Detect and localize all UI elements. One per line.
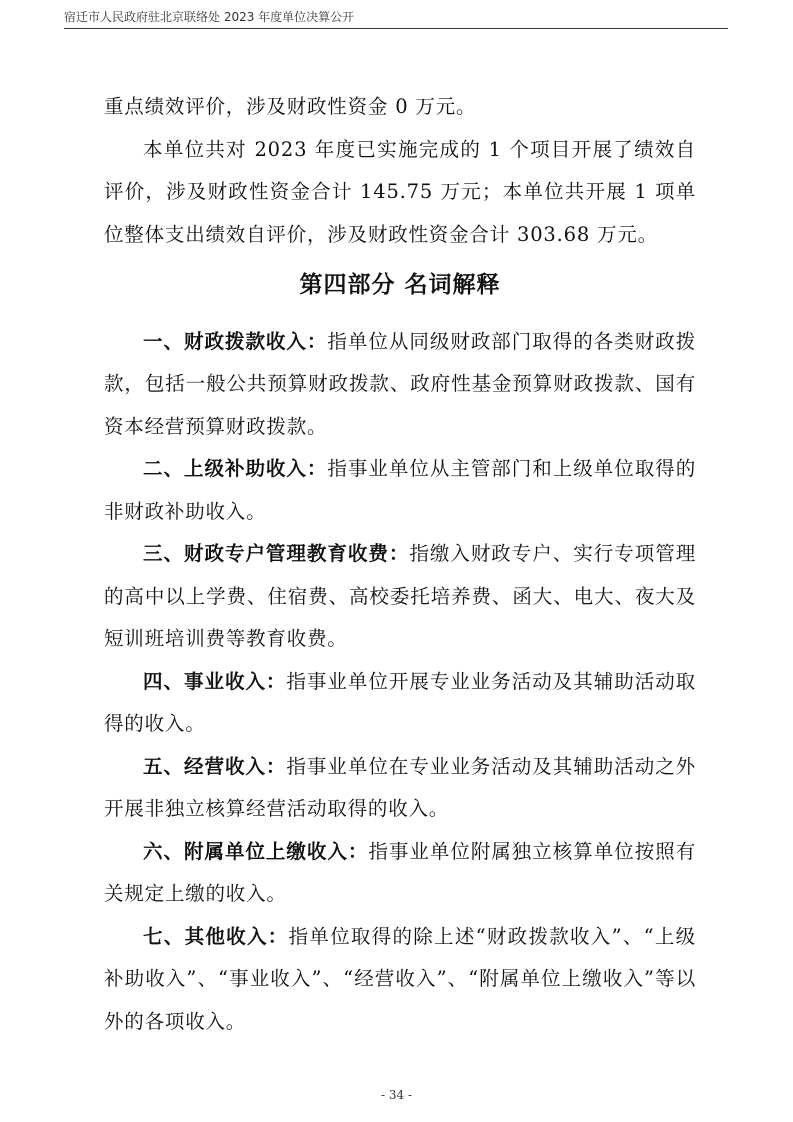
definition-term: 一、财政拨款收入： xyxy=(143,329,328,353)
definition-term: 三、财政专户管理教育收费： xyxy=(143,542,410,565)
document-body xyxy=(104,86,696,1043)
definition-term: 七、其他收入： xyxy=(143,924,289,948)
definition-item xyxy=(104,448,696,533)
definition-item xyxy=(104,831,696,916)
definition-text: 指事业单位附属独立核算单位按照有关规定上缴的收入。 xyxy=(104,839,696,905)
definition-item xyxy=(104,916,696,1044)
definition-text: 指事业单位开展专业业务活动及其辅助活动取得的收入。 xyxy=(104,669,696,735)
page-header: 宿迁市人民政府驻北京联络处 2023 年度单位决算公开 xyxy=(64,8,728,29)
definition-item xyxy=(104,533,696,661)
definition-text: 指事业单位从主管部门和上级单位取得的非财政补助收入。 xyxy=(104,457,697,523)
definition-term: 四、事业收入： xyxy=(143,669,287,693)
definition-text: 指事业单位在专业业务活动及其辅助活动之外开展非独立核算经营活动取得的收入。 xyxy=(104,754,696,820)
section-title: 第四部分 名词解释 xyxy=(299,272,501,298)
intro-paragraph-1: 重点绩效评价，涉及财政性资金 0 万元。 xyxy=(104,95,477,118)
definition-item xyxy=(104,746,696,831)
definition-term: 六、附属单位上缴收入： xyxy=(143,839,369,863)
definition-term: 二、上级补助收入： xyxy=(143,457,328,480)
definition-text: 指单位取得的除上述“财政拨款收入”、“上级补助收入”、“事业收入”、“经营收入”、“附属单位上缴收入”等以外的各项收入。 xyxy=(104,924,696,1033)
definition-item xyxy=(104,661,696,746)
definition-term: 五、经营收入： xyxy=(143,754,287,778)
intro-paragraph-2: 本单位共对 2023 年度已实施完成的 1 个项目开展了绩效自评价，涉及财政性资金合计 145.75 万元；本单位共开展 1 项单位整体支出绩效自评价，涉及财政性资金合计 303.68 万元。 xyxy=(104,137,696,246)
definition-item xyxy=(104,321,696,449)
definition-text: 指单位从同级财政部门取得的各类财政拨款，包括一般公共预算财政拨款、政府性基金预算财政拨款、国有资本经营预算财政拨款。 xyxy=(104,329,697,438)
definition-text: 指缴入财政专户、实行专项管理的高中以上学费、住宿费、高校委托培养费、函大、电大、夜大及短训班培训费等教育收费。 xyxy=(104,542,697,650)
page-number: - 34 - xyxy=(380,1088,412,1102)
